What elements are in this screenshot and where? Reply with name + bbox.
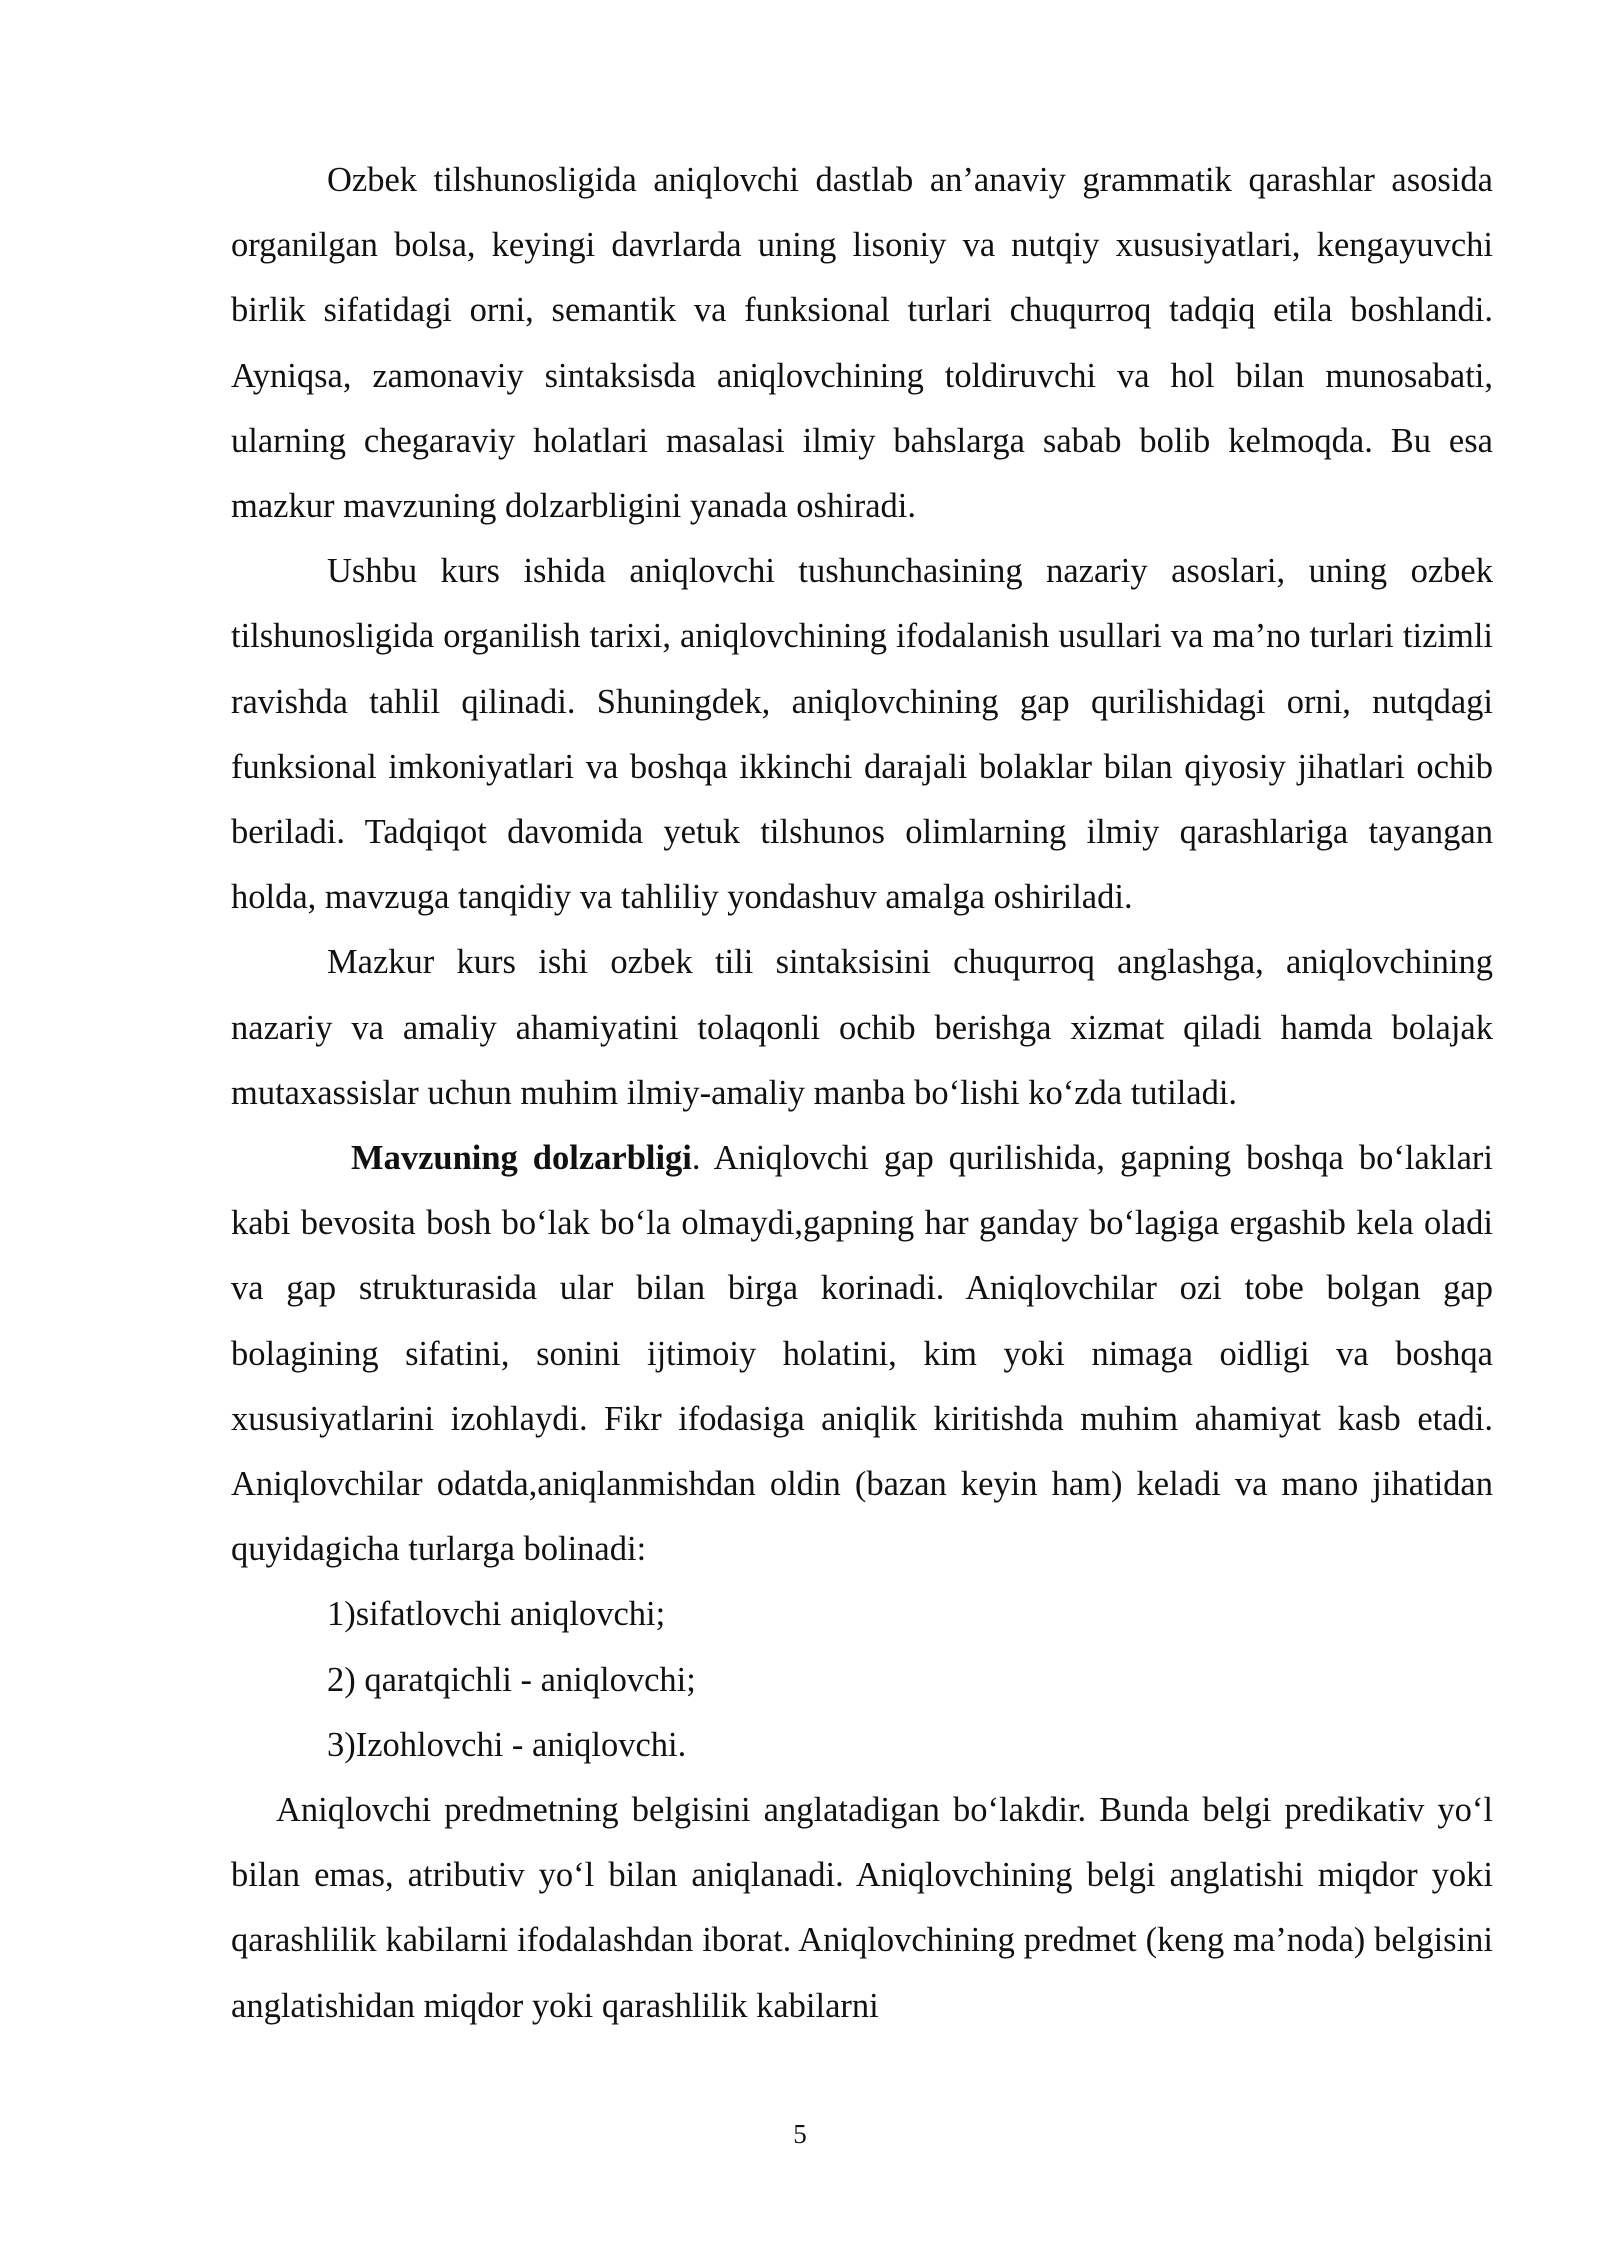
list-item: 2) qaratqichli - aniqlovchi; [327, 1660, 696, 1699]
page-body [231, 148, 1493, 2039]
list-item: 3)Izohlovchi - aniqlovchi. [327, 1725, 687, 1764]
paragraph-relevance [231, 1126, 1493, 1582]
paragraph-definition: Aniqlovchi predmetning belgisini anglatadigan bo‘lakdir. Bunda belgi predikativ yo‘l bilan emas, atributiv yo‘l bilan aniqlanadi. Aniqlovchining belgi anglatishi miqdor yoki qarashlilik kabilarni ifodalashdan iborat. Aniqlovchining predmet (keng ma’noda) belgisini anglatishidan miqdor yoki qarashlilik kabilarni [231, 1791, 1493, 2025]
relevance-heading: Mavzuning dolzarbligi [351, 1139, 692, 1178]
paragraph-course-scope: Ushbu kurs ishida aniqlovchi tushunchasining nazariy asoslari, uning ozbek tilshunosligida organilish tarixi, aniqlovchining ifodalanish usullari va ma’no turlari tizimli ravishda tahlil qilinadi. Shuningdek, aniqlovchining gap qurilishidagi orni, nutqdagi funksional imkoniyatlari va boshqa ikkinchi darajali bolaklar bilan qiyosiy jihatlari ochib beriladi. Tadqiqot davomida yetuk tilshunos olimlarning ilmiy qarashlariga tayangan holda, mavzuga tanqidiy va tahliliy yondashuv amalga oshiriladi. [231, 552, 1493, 917]
relevance-body: . Aniqlovchi gap qurilishida, gapning boshqa bo‘laklari kabi bevosita bosh bo‘lak bo‘la olmaydi,gapning har ganday bo‘lagiga ergashib kela oladi va gap strukturasida ular bilan birga korinadi. Aniqlovchilar ozi tobe bolgan gap bolagining sifatini, sonini ijtimoiy holatini, kim yoki nimaga oidligi va boshqa xususiyatlarini izohlaydi. Fikr ifodasiga aniqlik kiritishda muhim ahamiyat kasb etadi. Aniqlovchilar odatda,aniqlanmishdan oldin (bazan keyin ham) keladi va mano jihatidan quyidagicha turlarga bolinadi: [231, 1139, 1493, 1569]
list-item: 1)sifatlovchi aniqlovchi; [327, 1595, 666, 1634]
paragraph-intro: Ozbek tilshunosligida aniqlovchi dastlab an’anaviy grammatik qarashlar asosida organilgan bolsa, keyingi davrlarda uning lisoniy va nutqiy xususiyatlari, kengayuvchi birlik sifatidagi orni, semantik va funksional turlari chuqurroq tadqiq etila boshlandi. Ayniqsa, zamonaviy sintaksisda aniqlovchining toldiruvchi va hol bilan munosabati, ularning chegaraviy holatlari masalasi ilmiy bahslarga sabab bolib kelmoqda. Bu esa mazkur mavzuning dolzarbligini yanada oshiradi. [231, 161, 1493, 526]
page-number: 5 [793, 2119, 807, 2149]
paragraph-course-purpose: Mazkur kurs ishi ozbek tili sintaksisini chuqurroq anglashga, aniqlovchining nazariy va amaliy ahamiyatini tolaqonli ochib berishga xizmat qiladi hamda bolajak mutaxassislar uchun muhim ilmiy-amaliy manba bo‘lishi ko‘zda tutiladi. [231, 943, 1493, 1112]
